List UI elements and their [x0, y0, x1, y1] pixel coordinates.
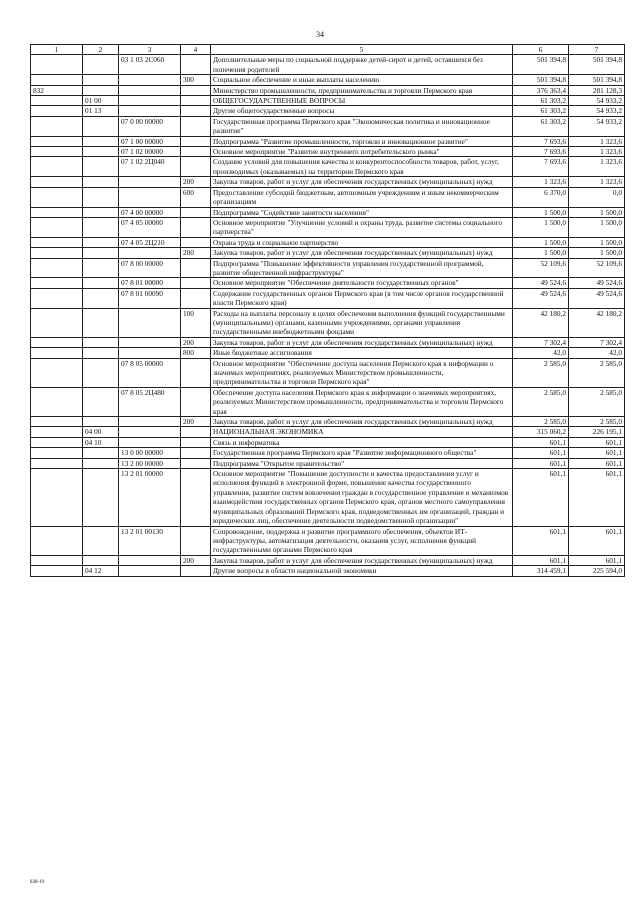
article-code-cell: 07 8 01 00000 — [119, 278, 181, 288]
table-row — [31, 147, 625, 157]
section-code-cell — [83, 116, 119, 136]
header-cell: 4 — [181, 45, 211, 55]
table-row — [31, 258, 625, 278]
item-name-cell: Другие вопросы в области национальной экономики — [211, 566, 513, 576]
table-row — [31, 526, 625, 555]
table-row — [31, 458, 625, 468]
expense-type-cell: 600 — [181, 187, 211, 207]
article-code-cell — [119, 177, 181, 187]
article-code-cell: 07 4 00 00000 — [119, 207, 181, 217]
table-row — [31, 437, 625, 447]
item-name-cell: Подпрограмма "Открытое правительство" — [211, 458, 513, 468]
amount-year2-cell: 601,1 — [569, 555, 625, 565]
amount-year2-cell: 52 109,6 — [569, 258, 625, 278]
ministry-code-cell — [31, 55, 83, 75]
header-cell: 2 — [83, 45, 119, 55]
ministry-code-cell — [31, 136, 83, 146]
item-name-cell: Основное мероприятие "Улучшение условий и охраны труда, развитие системы социального партнерства" — [211, 217, 513, 237]
section-code-cell: 04 10 — [83, 437, 119, 447]
amount-year1-cell: 501 394,8 — [513, 75, 569, 85]
section-code-cell: 04 00 — [83, 427, 119, 437]
item-name-cell: Государственная программа Пермского края "Экономическая политика и инновационное развитие" — [211, 116, 513, 136]
section-code-cell — [83, 217, 119, 237]
amount-year2-cell: 601,1 — [569, 448, 625, 458]
section-code-cell — [83, 387, 119, 416]
item-name-cell: Предоставление субсидий бюджетным, автономным учреждениям и иным некоммерческим организациям — [211, 187, 513, 207]
amount-year1-cell: 315 060,2 — [513, 427, 569, 437]
table-row — [31, 207, 625, 217]
ministry-code-cell — [31, 288, 83, 308]
amount-year1-cell: 61 303,2 — [513, 116, 569, 136]
item-name-cell: Основное мероприятие "Повышение доступности и качества предоставления услуг и исполнения функций в электронной форме, повышение качества государственного управления, развитие систем вовлечения граждан в государственное управление и механизмов взаимодействия государственных органов Пермского края, органов местного самоуправления муниципальных образований Пермского края, подведомственных им организаций, граждан и юридических лиц, обеспечение деятельности подведомственной организации" — [211, 469, 513, 526]
amount-year1-cell: 501 394,8 — [513, 55, 569, 75]
article-code-cell — [119, 308, 181, 337]
item-name-cell: Связь и информатика — [211, 437, 513, 447]
amount-year2-cell: 1 323,6 — [569, 177, 625, 187]
article-code-cell: 07 1 00 00000 — [119, 136, 181, 146]
section-code-cell — [83, 157, 119, 177]
article-code-cell — [119, 437, 181, 447]
amount-year1-cell: 61 303,2 — [513, 106, 569, 116]
article-code-cell: 03 1 03 2С060 — [119, 55, 181, 75]
section-code-cell — [83, 258, 119, 278]
section-code-cell — [83, 469, 119, 526]
ministry-code-cell — [31, 106, 83, 116]
footer-code: 838-19 — [30, 880, 45, 885]
section-code-cell — [83, 526, 119, 555]
table-row — [31, 555, 625, 565]
article-code-cell: 07 4 05 00000 — [119, 217, 181, 237]
article-code-cell — [119, 427, 181, 437]
amount-year2-cell: 1 500,0 — [569, 207, 625, 217]
ministry-code-cell — [31, 278, 83, 288]
amount-year2-cell: 501 394,8 — [569, 75, 625, 85]
article-code-cell — [119, 187, 181, 207]
ministry-code-cell — [31, 217, 83, 237]
amount-year1-cell: 6 370,0 — [513, 187, 569, 207]
amount-year2-cell: 54 933,2 — [569, 96, 625, 106]
expense-type-cell — [181, 147, 211, 157]
section-code-cell: 04 12 — [83, 566, 119, 576]
item-name-cell: Другие общегосударственные вопросы — [211, 106, 513, 116]
table-row — [31, 157, 625, 177]
article-code-cell: 13 2 01 00000 — [119, 469, 181, 526]
item-name-cell: ОБЩЕГОСУДАРСТВЕННЫЕ ВОПРОСЫ — [211, 96, 513, 106]
item-name-cell: Основное мероприятие "Развитие внутреннего потребительского рынка" — [211, 147, 513, 157]
article-code-cell: 13 2 00 00000 — [119, 458, 181, 468]
section-code-cell — [83, 187, 119, 207]
expense-type-cell — [181, 258, 211, 278]
table-row — [31, 116, 625, 136]
amount-year1-cell: 42 180,2 — [513, 308, 569, 337]
ministry-code-cell — [31, 566, 83, 576]
amount-year2-cell: 1 500,0 — [569, 217, 625, 237]
ministry-code-cell — [31, 258, 83, 278]
amount-year1-cell: 1 323,6 — [513, 177, 569, 187]
amount-year2-cell: 54 933,2 — [569, 116, 625, 136]
article-code-cell — [119, 555, 181, 565]
ministry-code-cell — [31, 96, 83, 106]
article-code-cell — [119, 566, 181, 576]
expense-type-cell — [181, 458, 211, 468]
table-row — [31, 308, 625, 337]
expense-type-cell — [181, 85, 211, 95]
table-row — [31, 417, 625, 427]
table-row — [31, 248, 625, 258]
amount-year1-cell: 7 693,6 — [513, 157, 569, 177]
ministry-code-cell — [31, 427, 83, 437]
table-row — [31, 136, 625, 146]
expense-type-cell: 200 — [181, 177, 211, 187]
amount-year2-cell: 1 500,0 — [569, 237, 625, 247]
amount-year2-cell: 281 128,3 — [569, 85, 625, 95]
table-row — [31, 566, 625, 576]
section-code-cell — [83, 448, 119, 458]
amount-year1-cell: 601,1 — [513, 555, 569, 565]
expense-type-cell — [181, 116, 211, 136]
section-code-cell — [83, 348, 119, 358]
item-name-cell: Охрана труда и социальное партнерство — [211, 237, 513, 247]
section-code-cell — [83, 278, 119, 288]
ministry-code-cell — [31, 75, 83, 85]
article-code-cell: 07 8 05 00000 — [119, 358, 181, 387]
expense-type-cell — [181, 288, 211, 308]
amount-year2-cell: 501 394,8 — [569, 55, 625, 75]
section-code-cell: 01 00 — [83, 96, 119, 106]
item-name-cell: Основное мероприятие "Обеспечение доступа населения Пермского края к информации о значимых мероприятиях, реализуемых Министерством промышленности, предпринимательства и торговли Пермского края" — [211, 358, 513, 387]
amount-year1-cell: 601,1 — [513, 526, 569, 555]
ministry-code-cell — [31, 417, 83, 427]
expense-type-cell: 300 — [181, 75, 211, 85]
article-code-cell: 07 1 02 00000 — [119, 147, 181, 157]
item-name-cell: Обеспечение доступа населения Пермского края к информации о значимых мероприятиях, реализуемых Министерством промышленности, предпринимательства и торговли Пермского края — [211, 387, 513, 416]
section-code-cell — [83, 417, 119, 427]
ministry-code-cell — [31, 337, 83, 347]
ministry-code-cell — [31, 237, 83, 247]
ministry-code-cell — [31, 448, 83, 458]
ministry-code-cell — [31, 437, 83, 447]
article-code-cell: 13 2 01 00130 — [119, 526, 181, 555]
amount-year1-cell: 2 585,0 — [513, 387, 569, 416]
section-code-cell — [83, 358, 119, 387]
expense-type-cell: 100 — [181, 308, 211, 337]
expense-type-cell — [181, 448, 211, 458]
expense-type-cell: 200 — [181, 248, 211, 258]
ministry-code-cell — [31, 177, 83, 187]
expense-type-cell — [181, 136, 211, 146]
amount-year2-cell: 2 585,0 — [569, 387, 625, 416]
item-name-cell: Социальное обеспечение и иные выплаты населению — [211, 75, 513, 85]
expense-type-cell — [181, 55, 211, 75]
amount-year1-cell: 7 693,6 — [513, 136, 569, 146]
table-row — [31, 337, 625, 347]
item-name-cell: Подпрограмма "Развитие промышленности, торговли и инновационное развитие" — [211, 136, 513, 146]
table-row — [31, 237, 625, 247]
table-row — [31, 55, 625, 75]
section-code-cell — [83, 147, 119, 157]
item-name-cell: Подпрограмма "Повышение эффективности управления государственной программой, развитие общественной инфраструктуры" — [211, 258, 513, 278]
item-name-cell: Закупка товаров, работ и услуг для обеспечения государственных (муниципальных) нужд — [211, 177, 513, 187]
article-code-cell: 07 1 02 2Ц040 — [119, 157, 181, 177]
item-name-cell: Дополнительные меры по социальной поддержке детей-сирот и детей, оставшихся без попечения родителей — [211, 55, 513, 75]
amount-year2-cell: 1 323,6 — [569, 147, 625, 157]
header-cell: 5 — [211, 45, 513, 55]
expense-type-cell — [181, 437, 211, 447]
section-code-cell — [83, 555, 119, 565]
article-code-cell — [119, 417, 181, 427]
expense-type-cell — [181, 157, 211, 177]
amount-year1-cell: 7 302,4 — [513, 337, 569, 347]
amount-year2-cell: 226 195,1 — [569, 427, 625, 437]
table-row — [31, 75, 625, 85]
expense-type-cell — [181, 427, 211, 437]
item-name-cell: Закупка товаров, работ и услуг для обеспечения государственных (муниципальных) нужд — [211, 248, 513, 258]
expense-type-cell — [181, 387, 211, 416]
amount-year2-cell: 2 585,0 — [569, 417, 625, 427]
table-row — [31, 358, 625, 387]
expense-type-cell — [181, 106, 211, 116]
table-row — [31, 448, 625, 458]
article-code-cell — [119, 248, 181, 258]
table-row — [31, 85, 625, 95]
article-code-cell — [119, 96, 181, 106]
amount-year2-cell: 1 323,6 — [569, 157, 625, 177]
article-code-cell: 07 8 01 00090 — [119, 288, 181, 308]
item-name-cell: Закупка товаров, работ и услуг для обеспечения государственных (муниципальных) нужд — [211, 555, 513, 565]
table-row — [31, 348, 625, 358]
item-name-cell: Государственная программа Пермского края "Развитие информационного общества" — [211, 448, 513, 458]
header-cell: 1 — [31, 45, 83, 55]
amount-year1-cell: 52 109,6 — [513, 258, 569, 278]
table-row — [31, 427, 625, 437]
amount-year2-cell: 0,0 — [569, 187, 625, 207]
section-code-cell: 01 13 — [83, 106, 119, 116]
amount-year1-cell: 314 459,1 — [513, 566, 569, 576]
item-name-cell: Закупка товаров, работ и услуг для обеспечения государственных (муниципальных) нужд — [211, 417, 513, 427]
amount-year2-cell: 601,1 — [569, 526, 625, 555]
expense-type-cell — [181, 278, 211, 288]
section-code-cell — [83, 458, 119, 468]
amount-year1-cell: 601,1 — [513, 458, 569, 468]
article-code-cell — [119, 85, 181, 95]
section-code-cell — [83, 308, 119, 337]
amount-year1-cell: 2 585,0 — [513, 417, 569, 427]
amount-year2-cell: 2 585,0 — [569, 358, 625, 387]
amount-year2-cell: 1 500,0 — [569, 248, 625, 258]
table-row — [31, 288, 625, 308]
ministry-code-cell — [31, 387, 83, 416]
item-name-cell: Основное мероприятие "Обеспечение деятельности государственных органов" — [211, 278, 513, 288]
ministry-code-cell — [31, 358, 83, 387]
section-code-cell — [83, 237, 119, 247]
expense-type-cell — [181, 207, 211, 217]
ministry-code-cell — [31, 526, 83, 555]
item-name-cell: Закупка товаров, работ и услуг для обеспечения государственных (муниципальных) нужд — [211, 337, 513, 347]
header-cell: 7 — [569, 45, 625, 55]
table-row — [31, 217, 625, 237]
item-name-cell: Создание условий для повышения качества и конкурентоспособности товаров, работ, услуг, производимых (оказываемых) на территории Пермского края — [211, 157, 513, 177]
amount-year2-cell: 54 933,2 — [569, 106, 625, 116]
ministry-code-cell — [31, 348, 83, 358]
page-number: 34 — [316, 30, 324, 39]
amount-year1-cell: 601,1 — [513, 448, 569, 458]
ministry-code-cell — [31, 147, 83, 157]
article-code-cell: 07 4 05 2Ц210 — [119, 237, 181, 247]
section-code-cell — [83, 85, 119, 95]
article-code-cell — [119, 75, 181, 85]
amount-year2-cell: 601,1 — [569, 437, 625, 447]
amount-year1-cell: 1 500,0 — [513, 237, 569, 247]
amount-year2-cell: 49 524,6 — [569, 288, 625, 308]
table-row — [31, 278, 625, 288]
item-name-cell: Иные бюджетные ассигнования — [211, 348, 513, 358]
section-code-cell — [83, 136, 119, 146]
amount-year1-cell: 1 500,0 — [513, 248, 569, 258]
article-code-cell: 07 8 00 00000 — [119, 258, 181, 278]
article-code-cell — [119, 348, 181, 358]
amount-year1-cell: 42,0 — [513, 348, 569, 358]
amount-year1-cell: 601,1 — [513, 437, 569, 447]
amount-year1-cell: 601,1 — [513, 469, 569, 526]
expense-type-cell: 800 — [181, 348, 211, 358]
item-name-cell: Министерство промышленности, предпринимательства и торговли Пермского края — [211, 85, 513, 95]
amount-year1-cell: 1 500,0 — [513, 207, 569, 217]
article-code-cell — [119, 106, 181, 116]
budget-table — [30, 44, 625, 577]
section-code-cell — [83, 177, 119, 187]
amount-year2-cell: 601,1 — [569, 469, 625, 526]
table-row — [31, 96, 625, 106]
section-code-cell — [83, 248, 119, 258]
expense-type-cell: 200 — [181, 555, 211, 565]
amount-year2-cell: 601,1 — [569, 458, 625, 468]
section-code-cell — [83, 55, 119, 75]
amount-year1-cell: 61 303,2 — [513, 96, 569, 106]
expense-type-cell — [181, 217, 211, 237]
article-code-cell: 13 0 00 00000 — [119, 448, 181, 458]
header-cell: 6 — [513, 45, 569, 55]
ministry-code-cell — [31, 248, 83, 258]
expense-type-cell: 200 — [181, 337, 211, 347]
table-row — [31, 387, 625, 416]
ministry-code-cell: 832 — [31, 85, 83, 95]
section-code-cell — [83, 288, 119, 308]
ministry-code-cell — [31, 207, 83, 217]
amount-year1-cell: 2 585,0 — [513, 358, 569, 387]
table-row — [31, 106, 625, 116]
table-row — [31, 177, 625, 187]
expense-type-cell — [181, 237, 211, 247]
article-code-cell: 07 0 00 00000 — [119, 116, 181, 136]
section-code-cell — [83, 337, 119, 347]
ministry-code-cell — [31, 187, 83, 207]
item-name-cell: Сопровождение, поддержка и развитие программного обеспечения, объектов ИТ-инфраструктуры, автоматизация деятельности, оказания услуг, исполнения функций государственными органами Пермского края — [211, 526, 513, 555]
header-cell: 3 — [119, 45, 181, 55]
ministry-code-cell — [31, 469, 83, 526]
amount-year2-cell: 225 594,0 — [569, 566, 625, 576]
ministry-code-cell — [31, 458, 83, 468]
amount-year2-cell: 49 524,6 — [569, 278, 625, 288]
amount-year2-cell: 42 180,2 — [569, 308, 625, 337]
table-row — [31, 469, 625, 526]
amount-year1-cell: 49 524,6 — [513, 278, 569, 288]
article-code-cell: 07 8 05 2Ц480 — [119, 387, 181, 416]
expense-type-cell: 200 — [181, 417, 211, 427]
article-code-cell — [119, 337, 181, 347]
ministry-code-cell — [31, 157, 83, 177]
item-name-cell: Подпрограмма "Содействие занятости населения" — [211, 207, 513, 217]
header-row — [31, 45, 625, 55]
section-code-cell — [83, 207, 119, 217]
section-code-cell — [83, 75, 119, 85]
amount-year1-cell: 1 500,0 — [513, 217, 569, 237]
amount-year2-cell: 1 323,6 — [569, 136, 625, 146]
expense-type-cell — [181, 358, 211, 387]
expense-type-cell — [181, 526, 211, 555]
ministry-code-cell — [31, 308, 83, 337]
amount-year1-cell: 7 693,6 — [513, 147, 569, 157]
amount-year2-cell: 42,0 — [569, 348, 625, 358]
item-name-cell: Содержание государственных органов Пермского края (в том числе органов государственной власти Пермского края) — [211, 288, 513, 308]
item-name-cell: НАЦИОНАЛЬНАЯ ЭКОНОМИКА — [211, 427, 513, 437]
expense-type-cell — [181, 96, 211, 106]
expense-type-cell — [181, 566, 211, 576]
amount-year1-cell: 49 524,6 — [513, 288, 569, 308]
table-row — [31, 187, 625, 207]
amount-year2-cell: 7 302,4 — [569, 337, 625, 347]
ministry-code-cell — [31, 555, 83, 565]
ministry-code-cell — [31, 116, 83, 136]
expense-type-cell — [181, 469, 211, 526]
amount-year1-cell: 376 363,4 — [513, 85, 569, 95]
item-name-cell: Расходы на выплаты персоналу в целях обеспечения выполнения функций государственными (муниципальными) органами, казенными учреждениями, органами управления государственными внебюджетными фондами — [211, 308, 513, 337]
